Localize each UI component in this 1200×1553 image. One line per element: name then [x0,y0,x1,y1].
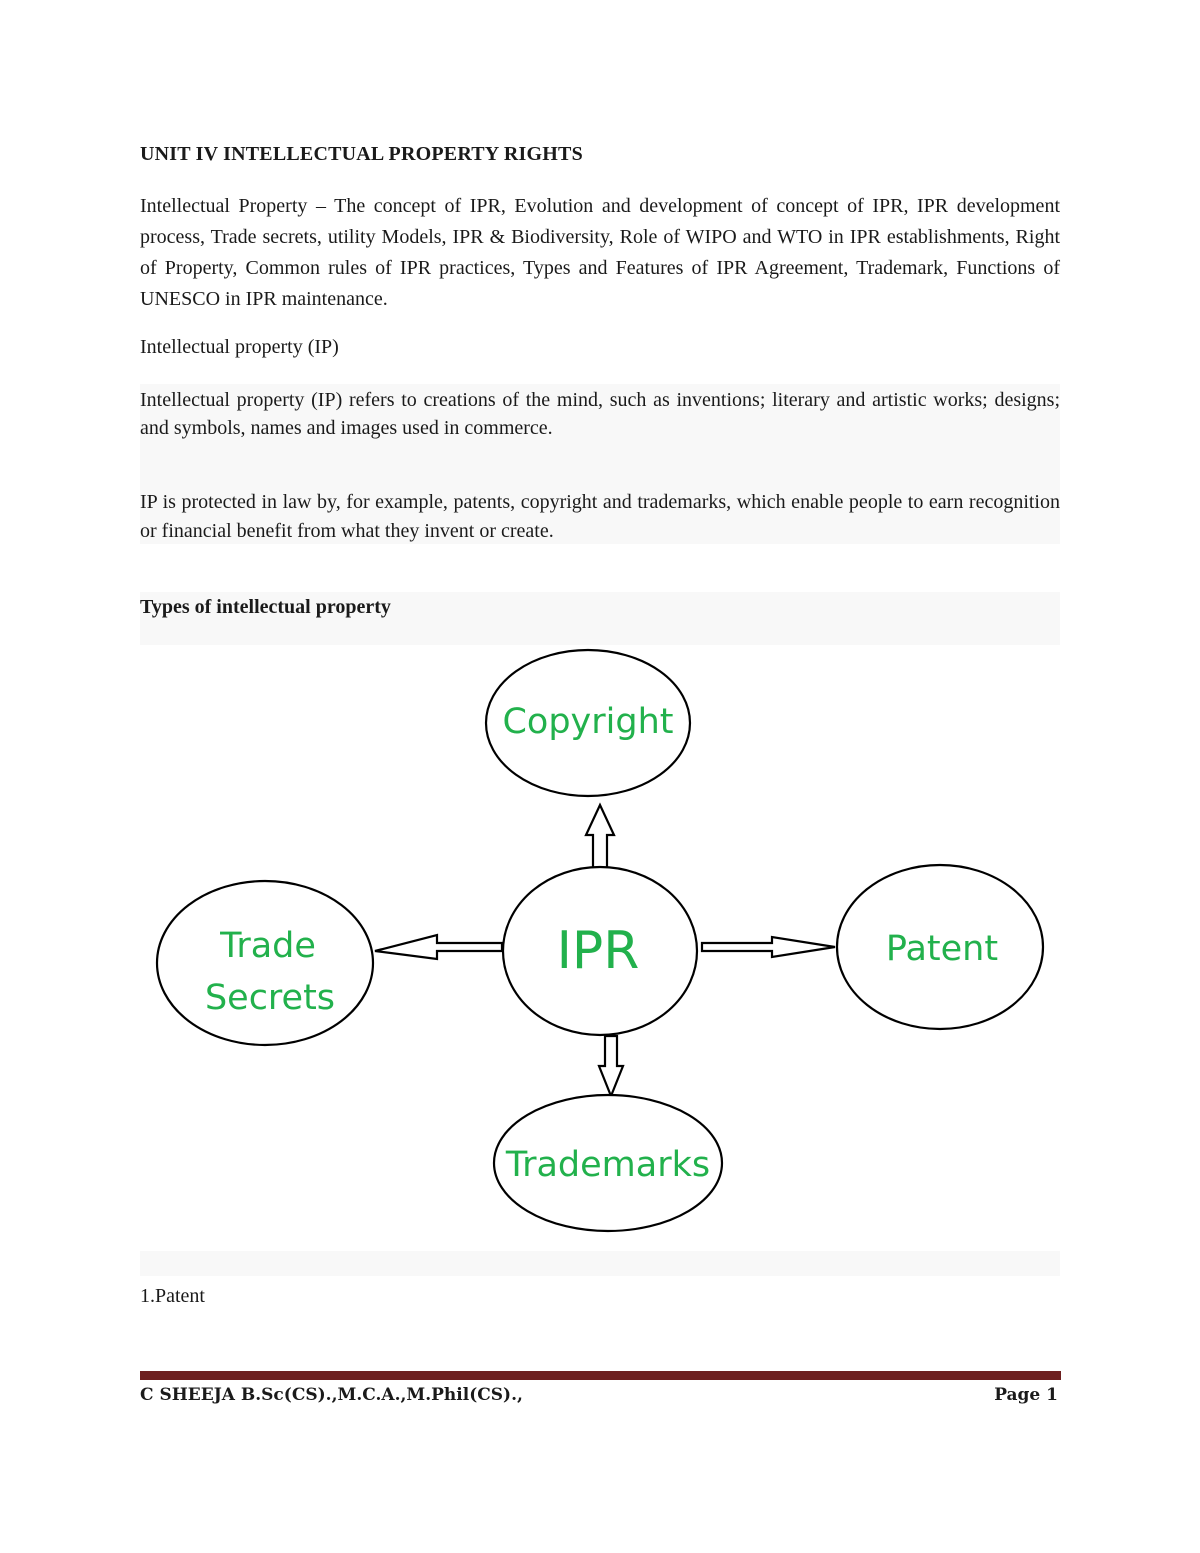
arrow-to-trademarks [599,1036,623,1096]
arrow-to-patent [702,937,835,957]
trade-secrets-label-line2: Secrets [204,978,336,1018]
ip-heading: Intellectual property (IP) [140,336,339,358]
ip-protection-paragraph: IP is protected in law by, for example, patents, copyright and trademarks, which enable people to earn recognition or financial benefit from what they invent or create. [140,491,1060,542]
footer-rule [140,1371,1061,1380]
trademarks-label: Trademarks [505,1145,711,1185]
ip-definition-paragraph: Intellectual property (IP) refers to creations of the mind, such as inventions; literary and artistic works; designs; and symbols, names and images used in commerce. [140,389,1060,439]
footer-page-number: Page 1 [994,1385,1058,1405]
ipr-label: IPR [556,921,640,981]
copyright-label: Copyright [502,702,674,742]
arrow-to-trade-secrets [375,935,502,959]
unit-title: UNIT IV INTELLECTUAL PROPERTY RIGHTS [140,143,583,165]
list-item-patent: 1.Patent [140,1285,205,1307]
patent-label: Patent [885,929,999,969]
syllabus-paragraph: Intellectual Property – The concept of IPR, Evolution and development of concept of IPR, IPR development process, Trade secrets, utility Models, IPR & Biodiversity, Role of WIPO and WTO in IPR establishments, Right of Property, Common rules of IPR practices, Types and Features of IPR Agreement, Trademark, Functions of UNESCO in IPR maintenance. [140,195,1060,310]
ipr-diagram [140,645,1060,1251]
arrow-to-copyright [586,805,614,869]
footer-author: C SHEEJA B.Sc(CS).,M.C.A.,M.Phil(CS)., [140,1385,523,1405]
types-heading: Types of intellectual property [140,596,391,618]
trade-secrets-label-line1: Trade [220,926,316,966]
